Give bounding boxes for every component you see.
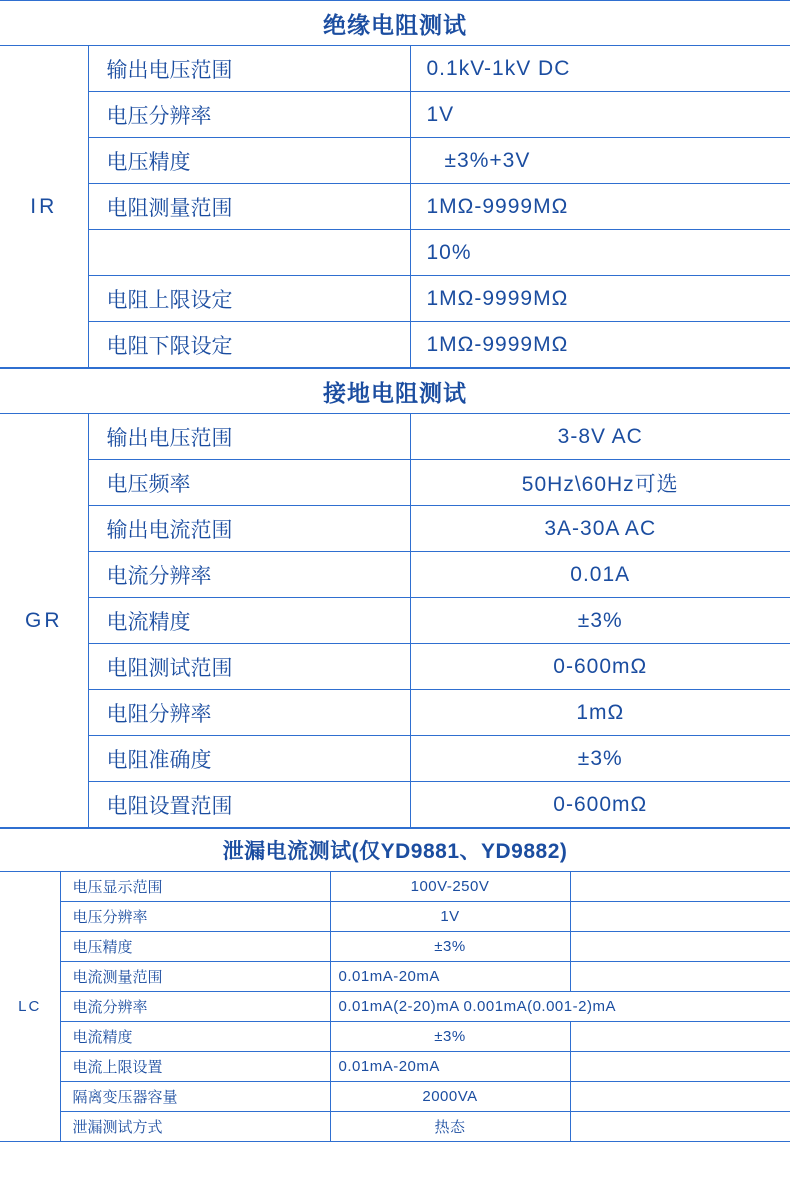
param-ir-4 xyxy=(88,230,410,276)
param-lc-6: 电流上限设置 xyxy=(60,1052,330,1082)
param-gr-0: 输出电压范围 xyxy=(88,414,410,460)
section-title-gr: 接地电阻测试 xyxy=(0,369,790,414)
value-gr-3: 0.01A xyxy=(410,552,790,598)
param-lc-3: 电流测量范围 xyxy=(60,962,330,992)
param-lc-1: 电压分辨率 xyxy=(60,902,330,932)
value-ir-3: 1MΩ-9999MΩ xyxy=(410,184,790,230)
spacer-lc-0 xyxy=(570,872,790,902)
param-lc-4: 电流分辨率 xyxy=(60,992,330,1022)
spacer-lc-8 xyxy=(570,1112,790,1142)
param-ir-0: 输出电压范围 xyxy=(88,46,410,92)
spacer-lc-7 xyxy=(570,1082,790,1112)
group-label-gr: GR xyxy=(0,414,88,828)
value-gr-8: 0-600mΩ xyxy=(410,782,790,828)
group-label-ir: IR xyxy=(0,46,88,368)
value-ir-5: 1MΩ-9999MΩ xyxy=(410,276,790,322)
spacer-lc-2 xyxy=(570,932,790,962)
value-lc-0: 100V-250V xyxy=(330,872,570,902)
param-lc-2: 电压精度 xyxy=(60,932,330,962)
value-gr-5: 0-600mΩ xyxy=(410,644,790,690)
param-gr-7: 电阻准确度 xyxy=(88,736,410,782)
param-gr-6: 电阻分辨率 xyxy=(88,690,410,736)
param-ir-6: 电阻下限设定 xyxy=(88,322,410,368)
param-gr-1: 电压频率 xyxy=(88,460,410,506)
value-lc-7: 2000VA xyxy=(330,1082,570,1112)
value-ir-4: 10% xyxy=(410,230,790,276)
value-lc-4: 0.01mA(2-20)mA 0.001mA(0.001-2)mA xyxy=(330,992,790,1022)
spec-table-ir xyxy=(0,0,790,368)
value-ir-6: 1MΩ-9999MΩ xyxy=(410,322,790,368)
spacer-lc-1 xyxy=(570,902,790,932)
value-gr-6: 1mΩ xyxy=(410,690,790,736)
param-gr-8: 电阻设置范围 xyxy=(88,782,410,828)
value-lc-1: 1V xyxy=(330,902,570,932)
param-gr-5: 电阻测试范围 xyxy=(88,644,410,690)
value-gr-1: 50Hz\60Hz可选 xyxy=(410,460,790,506)
spec-table-lc xyxy=(0,828,790,1142)
value-gr-4: ±3% xyxy=(410,598,790,644)
param-gr-4: 电流精度 xyxy=(88,598,410,644)
param-lc-5: 电流精度 xyxy=(60,1022,330,1052)
value-lc-5: ±3% xyxy=(330,1022,570,1052)
spacer-lc-3 xyxy=(570,962,790,992)
section-title-ir: 绝缘电阻测试 xyxy=(0,1,790,46)
value-ir-0: 0.1kV-1kV DC xyxy=(410,46,790,92)
value-lc-3: 0.01mA-20mA xyxy=(330,962,570,992)
param-lc-7: 隔离变压器容量 xyxy=(60,1082,330,1112)
section-title-lc: 泄漏电流测试(仅YD9881、YD9882) xyxy=(0,829,790,872)
param-lc-0: 电压显示范围 xyxy=(60,872,330,902)
spacer-lc-5 xyxy=(570,1022,790,1052)
param-ir-3: 电阻测量范围 xyxy=(88,184,410,230)
param-gr-3: 电流分辨率 xyxy=(88,552,410,598)
group-label-lc: LC xyxy=(0,872,60,1142)
param-gr-2: 输出电流范围 xyxy=(88,506,410,552)
param-ir-2: 电压精度 xyxy=(88,138,410,184)
param-ir-5: 电阻上限设定 xyxy=(88,276,410,322)
value-gr-0: 3-8V AC xyxy=(410,414,790,460)
param-ir-1: 电压分辨率 xyxy=(88,92,410,138)
value-ir-2: ±3%+3V xyxy=(410,138,790,184)
value-lc-6: 0.01mA-20mA xyxy=(330,1052,570,1082)
value-gr-2: 3A-30A AC xyxy=(410,506,790,552)
value-ir-1: 1V xyxy=(410,92,790,138)
value-gr-7: ±3% xyxy=(410,736,790,782)
value-lc-8: 热态 xyxy=(330,1112,570,1142)
value-lc-2: ±3% xyxy=(330,932,570,962)
spec-table-gr xyxy=(0,368,790,828)
param-lc-8: 泄漏测试方式 xyxy=(60,1112,330,1142)
spacer-lc-6 xyxy=(570,1052,790,1082)
